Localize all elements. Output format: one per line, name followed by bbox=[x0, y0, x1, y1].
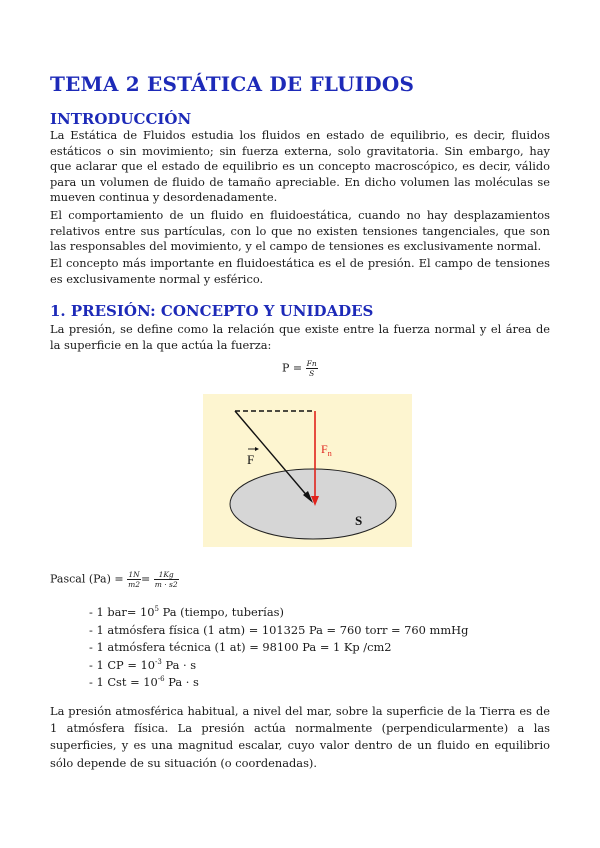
normal-force-subscript: n bbox=[327, 449, 332, 458]
units-list bbox=[89, 604, 468, 692]
pascal-frac2-den: m · s2 bbox=[154, 580, 178, 589]
pascal-frac1-den: m2 bbox=[128, 580, 140, 589]
definition-paragraph: La presión, se define como la relación que existe entre la fuerza normal y el área de la superficie en la que actúa la fuerza: bbox=[50, 322, 550, 352]
force-label: F bbox=[247, 452, 255, 467]
pascal-equals: = bbox=[141, 572, 151, 586]
unit-item-bar: - 1 $bar= 10^5$ Pa (tiempo, tuberías) bbox=[89, 605, 284, 619]
formula-numerator: Fn bbox=[306, 359, 317, 368]
section-heading-presion: 1. PRESIÓN: CONCEPTO Y UNIDADES bbox=[50, 302, 374, 320]
pressure-formula bbox=[282, 359, 318, 378]
intro-heading: INTRODUCCIÓN bbox=[50, 110, 192, 128]
formula-denominator: S bbox=[309, 369, 315, 378]
pascal-formula bbox=[50, 570, 179, 589]
unit-item-cp: - 1 CP = $10^{-3}$ Pa · s bbox=[89, 657, 197, 672]
formula-fraction bbox=[306, 359, 318, 378]
pressure-diagram bbox=[203, 394, 412, 547]
normal-force-letter: F bbox=[321, 442, 328, 456]
surface-label: S bbox=[355, 513, 363, 528]
intro-paragraph-2: El comportamiento de un fluido en fluidoestática, cuando no hay desplazamientos relativos entre sus partículas, con lo que no existen tensiones tangenciales, que son las responsables del movimiento, y el campo de tensiones es exclusivamente normal. bbox=[50, 208, 550, 254]
pascal-frac1-num: 1N bbox=[128, 570, 140, 579]
page-title: TEMA 2 ESTÁTICA DE FLUIDOS bbox=[50, 72, 415, 96]
formula-lhs: P = bbox=[282, 361, 303, 375]
pascal-frac2-num: 1Kg bbox=[154, 570, 179, 580]
pascal-fraction-2 bbox=[154, 570, 179, 589]
unit-item-atm: - 1 atmósfera física (1 atm) = 101325 Pa = 760 torr = 760 mmHg bbox=[89, 622, 469, 637]
pascal-fraction-1 bbox=[127, 570, 141, 589]
surface-ellipse bbox=[230, 469, 396, 539]
unit-item-cst: - 1 Cst = $10^{-6}$ Pa · s bbox=[89, 675, 199, 690]
closing-paragraph: La presión atmosférica habitual, a nivel del mar, sobre la superficie de la Tierra es de 1 atmósfera física. La presión actúa normalmente (perpendicularmente) a las superficies, y es una magnitud escalar, cuyo valor dentro de un fluido en equilibrio sólo depende de su situación (o coordenadas). bbox=[50, 704, 550, 770]
intro-paragraph-1: La Estática de Fluidos estudia los fluidos en estado de equilibrio, es decir, fluidos estáticos o sin movimiento; sin fuerza externa, solo gravitatoria. Sin embargo, hay que aclarar que el estado de equilibrio es un concepto macroscópico, es decir, válido para un volumen de fluido de tamaño apreciable. En dicho volumen las moléculas se mueven continua y desordenadamente. bbox=[50, 128, 550, 205]
intro-paragraph-3: El concepto más importante en fluidoestática es el de presión. El campo de tensiones es exclusivamente normal y esférico. bbox=[50, 256, 550, 286]
pascal-lhs: Pascal (Pa) = bbox=[50, 572, 124, 586]
unit-item-at: - 1 atmósfera técnica (1 at) = 98100 Pa = 1 Kp /cm2 bbox=[89, 640, 392, 655]
